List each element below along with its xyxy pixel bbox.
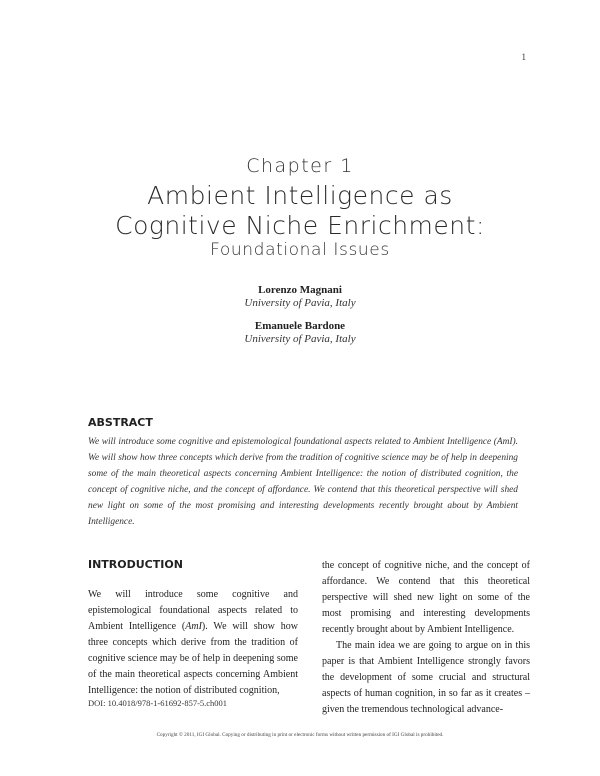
intro-right-paragraph-2: The main idea we are going to argue on in this paper is that Ambient Intelligence strongly favors the development of some crucial and structural aspects of human cognition, in so far as it creates – given the tremendous technological advance- [322, 640, 530, 715]
doi-footer: DOI: 10.4018/978-1-61692-857-5.ch001 [88, 698, 228, 708]
copyright-notice: Copyright © 2011, IGI Global. Copying or distributing in print or electronic forms without written permission of IGI Global is prohibited. [156, 732, 444, 738]
author-affiliation-1: University of Pavia, Italy [244, 297, 356, 309]
subtitle: Foundational Issues [210, 240, 390, 260]
chapter-label: Chapter 1 [246, 155, 354, 177]
page-number: 1 [521, 52, 526, 62]
title-line-1: Ambient Intelligence as [147, 181, 453, 210]
introduction-heading: INTRODUCTION [88, 558, 183, 571]
intro-left-text-1: We will introduce some cognitive and epistemological foundational aspects related to Ambient Intelligence ( [88, 589, 298, 632]
introduction-left-column [88, 587, 298, 699]
abstract-heading: ABSTRACT [88, 416, 153, 429]
title-line-2: Cognitive Niche Enrichment: [115, 211, 485, 240]
author-name-2: Emanuele Bardone [254, 320, 346, 332]
author-affiliation-2: University of Pavia, Italy [244, 333, 356, 345]
abstract-text: We will introduce some cognitive and epistemological foundational aspects related to Ambient Intelligence (AmI). We will show how three concepts which derive from the tradition of cognitive science may be of help in deepening some of the main theoretical aspects concerning Ambient Intelligence: the notion of distributed cognition, the concept of cognitive niche, and the concept of affordance. We contend that this theoretical perspective will shed new light on some of the most promising and interesting developments recently brought about by Ambient Intelligence. [88, 437, 518, 527]
author-name-1: Lorenzo Magnani [258, 284, 342, 296]
intro-left-text-2: ). We will show how three concepts which derive from the tradition of cognitive science may be of help in deepening some of the main theoretical aspects concerning Ambient Intelligence: the notion of distributed cognition, [88, 621, 298, 696]
introduction-right-column [322, 558, 530, 718]
intro-left-ami: AmI [185, 621, 202, 632]
intro-right-paragraph-1: the concept of cognitive niche, and the concept of affordance. We contend that this theoretical perspective will shed new light on some of the most promising and interesting developments recently brought about by Ambient Intelligence. [322, 560, 530, 635]
